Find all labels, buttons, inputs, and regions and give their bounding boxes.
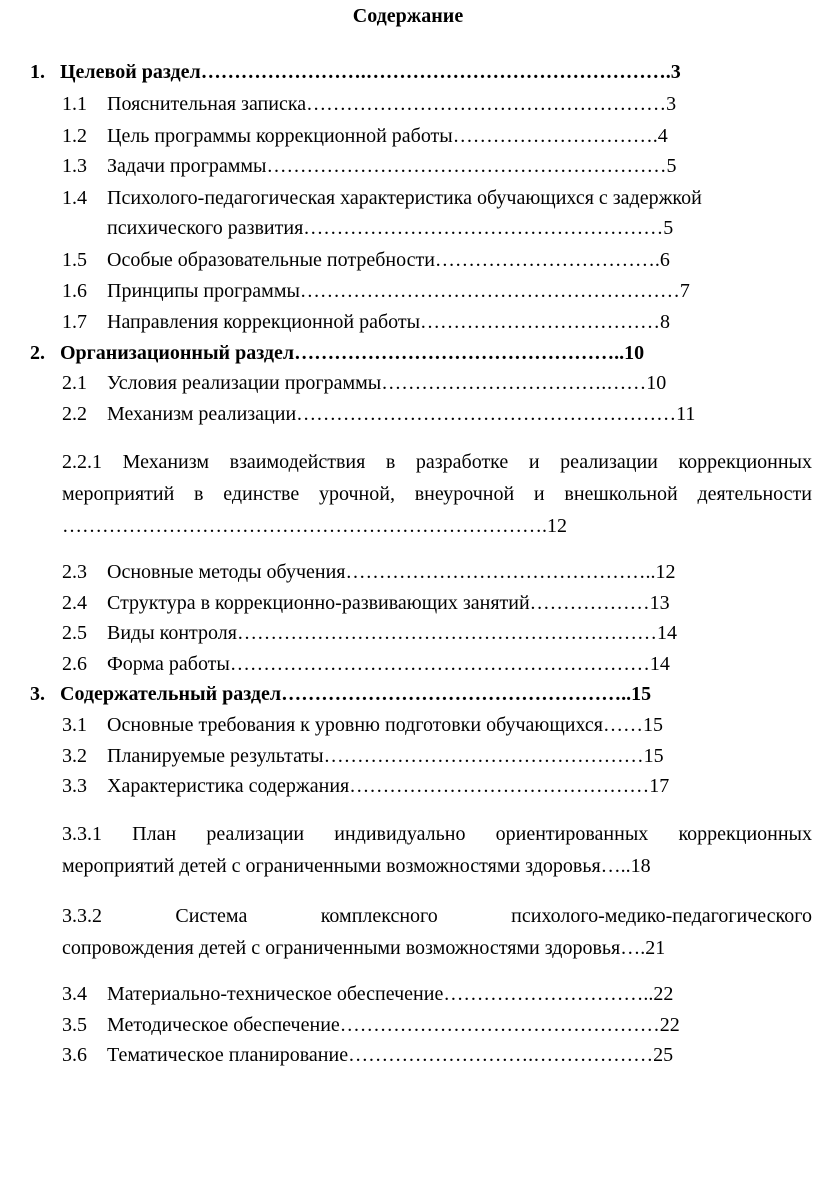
item-line-1 xyxy=(62,900,812,932)
item-title: Направления коррекционной работы………………………………8 xyxy=(107,311,671,333)
item-title: Виды контроля………………………………………………………14 xyxy=(107,622,677,644)
section-number: 1. xyxy=(30,61,45,83)
item-title: Планируемые результаты…………………………………………15 xyxy=(107,745,664,767)
item-title: Условия реализации программы…………………………….……10 xyxy=(107,372,667,394)
item-number: 3.3 xyxy=(62,775,87,797)
item-number: 3.2 xyxy=(62,745,87,767)
item-line-2: мероприятий детей с ограниченными возможностями здоровья…..18 xyxy=(62,855,651,877)
item-number: 3.3.2 xyxy=(62,905,102,927)
item-title: Форма работы………………………………………………………14 xyxy=(107,653,670,675)
item-title: Методическое обеспечение…………………………………………22 xyxy=(107,1014,680,1036)
item-line-2: мероприятий в единстве урочной, внеурочной и внешкольной деятельности xyxy=(62,483,812,505)
item-number: 2.2 xyxy=(62,403,87,425)
item-number: 1.4 xyxy=(62,187,87,209)
item-title-continued: психического развития………………………………………………5 xyxy=(107,217,674,239)
item-number: 1.5 xyxy=(62,249,87,271)
item-number: 3.6 xyxy=(62,1044,87,1066)
item-title: Структура в коррекционно-развивающих занятий………………13 xyxy=(107,592,670,614)
item-number: 2.3 xyxy=(62,561,87,583)
toc-item-3-3-1[interactable] xyxy=(62,818,812,882)
item-title: Основные требования к уровню подготовки обучающихся……15 xyxy=(107,714,663,736)
item-title: Основные методы обучения………………………………………..12 xyxy=(107,561,676,583)
item-number: 2.4 xyxy=(62,592,87,614)
item-title: Задачи программы……………………………………………………5 xyxy=(107,155,677,177)
section-number: 2. xyxy=(30,342,45,364)
item-number: 2.1 xyxy=(62,372,87,394)
item-line-1: 2.2.1 Механизм взаимодействия в разработке и реализации коррекционных xyxy=(62,451,812,473)
item-number: 1.7 xyxy=(62,311,87,333)
item-line-1: 3.3.1 План реализации индивидуально ориентированных коррекционных xyxy=(62,823,812,845)
item-number: 1.1 xyxy=(62,93,87,115)
item-title: Особые образовательные потребности…………………………….6 xyxy=(107,249,670,271)
toc-item-2-2-1[interactable] xyxy=(62,446,812,542)
item-number: 1.2 xyxy=(62,125,87,147)
section-title: Организационный раздел…………………………………………..10 xyxy=(60,342,645,364)
section-number: 3. xyxy=(30,683,45,705)
item-title: Принципы программы…………………………………………………7 xyxy=(107,280,690,302)
item-title: Тематическое планирование……………………….………………25 xyxy=(107,1044,674,1066)
item-number: 2.6 xyxy=(62,653,87,675)
section-title: Целевой раздел…………………….……………………………………….3 xyxy=(60,61,681,83)
item-title: Механизм реализации…………………………………………………11 xyxy=(107,403,696,425)
item-title: Пояснительная записка………………………………………………3 xyxy=(107,93,677,115)
item-number: 3.5 xyxy=(62,1014,87,1036)
item-word: Система xyxy=(175,905,248,927)
item-number: 2.5 xyxy=(62,622,87,644)
item-title: Материально-техническое обеспечение…………………………..22 xyxy=(107,983,674,1005)
item-word: психолого-медико-педагогического xyxy=(511,905,812,927)
item-title: Цель программы коррекционной работы………………………….4 xyxy=(107,125,668,147)
item-line-2: сопровождения детей с ограниченными возможностями здоровья….21 xyxy=(62,937,666,959)
item-line-3: ……………………………………………………………….12 xyxy=(62,515,567,537)
item-title: Характеристика содержания………………………………………17 xyxy=(107,775,670,797)
toc-item-3-3-2[interactable] xyxy=(62,900,812,964)
page-title: Содержание xyxy=(352,5,464,27)
item-number: 1.3 xyxy=(62,155,87,177)
item-number: 1.6 xyxy=(62,280,87,302)
item-number: 3.4 xyxy=(62,983,87,1005)
section-title: Содержательный раздел……………………………………………..15 xyxy=(60,683,652,705)
item-title: Психолого-педагогическая характеристика обучающихся с задержкой xyxy=(107,187,702,209)
toc-item-1-4-continued[interactable] xyxy=(107,214,673,242)
item-number: 3.1 xyxy=(62,714,87,736)
item-word: комплексного xyxy=(320,905,438,927)
